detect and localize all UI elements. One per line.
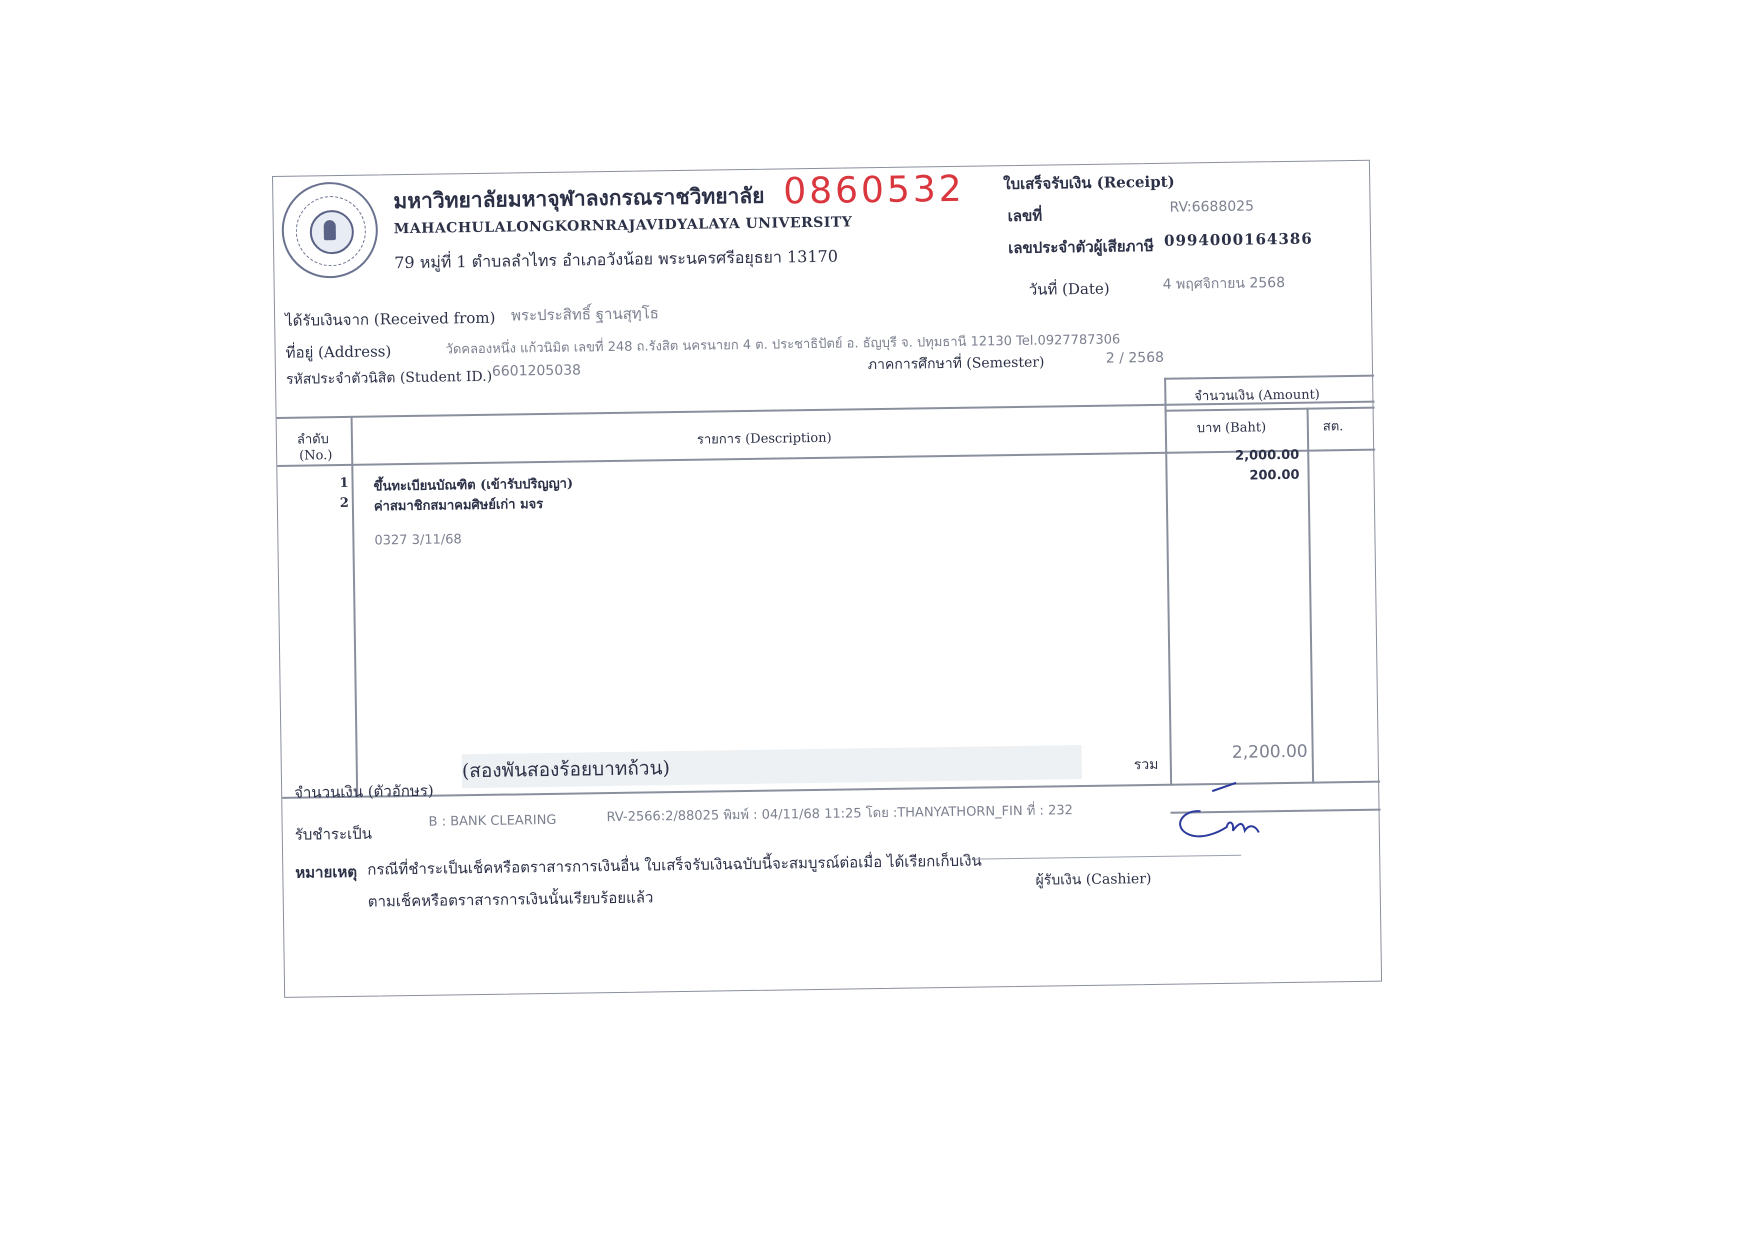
item-no: 1: [339, 475, 349, 492]
paid-by: B : BANK CLEARING: [428, 812, 557, 830]
amount-column-line: [1164, 378, 1172, 786]
receipt-title: ใบเสร็จรับเงิน (Receipt): [1003, 172, 1175, 194]
amount-text-label: จำนวนเงิน (ตัวอักษร): [294, 781, 434, 802]
amount-text: (สองพันสองร้อยบาทถ้วน): [461, 757, 671, 783]
semester-label: ภาคการศึกษาที่ (Semester): [867, 354, 1045, 374]
address-label: ที่อยู่ (Address): [285, 342, 392, 362]
receipt: [272, 160, 1382, 998]
col-baht-header: บาท (Baht): [1196, 420, 1267, 437]
col-desc-header: รายการ (Description): [696, 430, 832, 448]
semester: 2 / 2568: [1105, 349, 1165, 367]
item-desc: ขึ้นทะเบียนบัณฑิต (เข้ารับปริญญา): [373, 476, 574, 495]
student-id: 6601205038: [491, 362, 582, 380]
item-desc: ค่าสมาชิกสมาคมศิษย์เก่า มจร: [373, 497, 544, 515]
received-from: พระประสิทธิ์ ฐานสุทฺโธ: [510, 304, 660, 325]
university-name-en: MAHACHULALONGKORNRAJAVIDYALAYA UNIVERSITY: [393, 214, 853, 238]
item-no: 2: [339, 495, 350, 512]
cashier-label: ผู้รับเงิน (Cashier): [1035, 871, 1152, 889]
university-address: 79 หมู่ที่ 1 ตำบลลำไทร อำเภอวังน้อย พระนครศรีอยุธยา 13170: [394, 246, 839, 273]
satang-column-line: [1307, 408, 1314, 784]
date-label: วันที่ (Date): [1028, 279, 1110, 299]
university-seal-icon: [281, 181, 378, 278]
remark-line1: กรณีที่ชำระเป็นเช็คหรือตราสารการเงินอื่น ใบเสร็จรับเงินฉบับนี้จะสมบูรณ์ต่อเมื่อ ได้เรียกเก็บเงิน: [367, 851, 982, 879]
no-column-line: [351, 416, 358, 798]
remark-line2: ตามเช็คหรือตราสารการเงินนั้นเรียบร้อยแล้ว: [367, 888, 654, 911]
receipt-number-label: เลขที่: [1007, 206, 1043, 226]
total-amount: 2,200.00: [1231, 741, 1308, 763]
print-info: RV-2566:2/88025 พิมพ์ : 04/11/68 11:25 โดย :THANYATHORN_FIN ที่ : 232: [606, 803, 1073, 826]
receipt-number: RV:6688025: [1169, 198, 1255, 216]
amount-subheader-line: [1165, 407, 1375, 412]
amount-header-top-line: [1164, 375, 1374, 380]
item-amount: 200.00: [1249, 467, 1300, 484]
col-amount-header: จำนวนเงิน (Amount): [1194, 387, 1320, 405]
cashier-signature-icon: [1142, 780, 1273, 858]
col-no-en-header: (No.): [299, 448, 333, 464]
col-no-header: ลำดับ: [296, 432, 329, 448]
table-header-bottom-line: [277, 449, 1375, 467]
tax-id-label: เลขประจำตัวผู้เสียภาษี: [1008, 236, 1154, 258]
tax-id: 0994000164386: [1163, 229, 1313, 250]
university-name-th: มหาวิทยาลัยมหาจุฬาลงกรณราชวิทยาลัย: [393, 182, 765, 214]
serial-number: 0860532: [782, 168, 965, 213]
student-id-label: รหัสประจำตัวนิสิต (Student ID.): [285, 368, 493, 388]
receipt-date: 4 พฤศจิกายน 2568: [1162, 274, 1286, 293]
item-note: 0327 3/11/68: [374, 532, 462, 549]
payer-address: วัดคลองหนึ่ง แก้วนิมิต เลขที่ 248 ถ.รังสิต นครนายก 4 ต. ประชาธิปัตย์ อ. ธัญบุรี จ. ปทุมธานี 12130 Tel.0927787306: [445, 332, 1121, 358]
remark-label: หมายเหตุ: [295, 862, 358, 882]
total-label: รวม: [1133, 756, 1159, 774]
paid-by-label: รับชำระเป็น: [294, 824, 373, 844]
received-from-label: ได้รับเงินจาก (Received from): [285, 308, 496, 330]
item-amount: 2,000.00: [1234, 447, 1300, 464]
col-satang-header: สต.: [1322, 419, 1344, 435]
